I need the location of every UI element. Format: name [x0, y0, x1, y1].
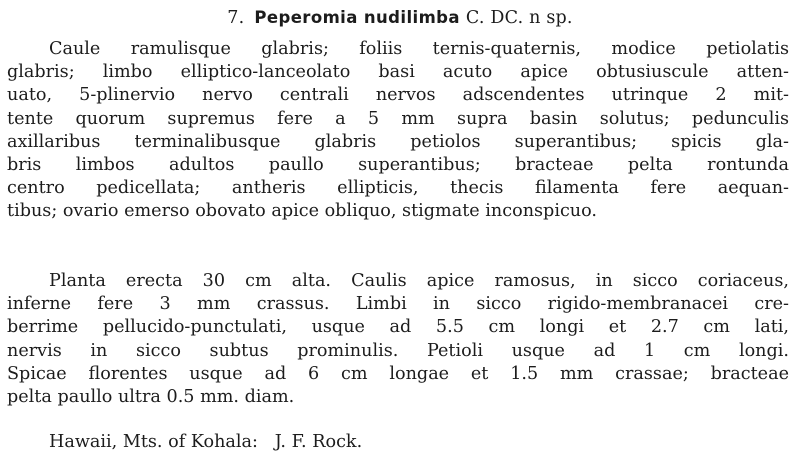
- latin-description: [7, 38, 789, 224]
- text-line: Caule ramulisque glabris; foliis ternis-quaternis, modice petiolatis: [49, 39, 789, 59]
- locality-line: Hawaii, Mts. of Kohala: J. F. Rock.: [49, 432, 363, 452]
- species-number: 7.: [227, 8, 245, 28]
- text-line: axillaribus terminalibusque glabris petiolos superantibus; spicis gla-: [7, 131, 789, 152]
- text-line: Planta erecta 30 cm alta. Caulis apice ramosus, in sicco coriaceus,: [49, 271, 789, 291]
- text-line: uato, 5-plinervio nervo centrali nervos adscendentes utrinque 2 mit-: [7, 85, 789, 106]
- species-name: Peperomia nudilimba: [254, 8, 460, 27]
- species-heading: [0, 6, 800, 30]
- locality: [7, 431, 789, 454]
- text-line: pelta paullo ultra 0.5 mm. diam.: [7, 387, 295, 408]
- text-line: glabris; limbo elliptico-lanceolato basi acuto apice obtusiuscule atten-: [7, 62, 789, 83]
- text-line: bris limbos adultos paullo superantibus; bracteae pelta rontunda: [7, 155, 789, 176]
- text-line: tente quorum supremus fere a 5 mm supra basin solutus; pedunculis: [7, 108, 789, 129]
- text-line: Spicae florentes usque ad 6 cm longae et 1.5 mm crassae; bracteae: [7, 363, 789, 384]
- text-line: tibus; ovario emerso obovato apice obliquo, stigmate inconspicuo.: [7, 201, 598, 222]
- text-line: inferne fere 3 mm crassus. Limbi in sicco rigido-membranacei cre-: [7, 294, 789, 315]
- species-author: C. DC. n sp.: [465, 8, 573, 28]
- plant-description: [7, 270, 789, 409]
- text-line: berrime pellucido-punctulati, usque ad 5.5 cm longi et 2.7 cm lati,: [7, 317, 789, 338]
- text-line: nervis in sicco subtus prominulis. Petioli usque ad 1 cm longi.: [7, 340, 789, 361]
- text-line: centro pedicellata; antheris ellipticis, thecis filamenta fere aequan-: [7, 178, 789, 199]
